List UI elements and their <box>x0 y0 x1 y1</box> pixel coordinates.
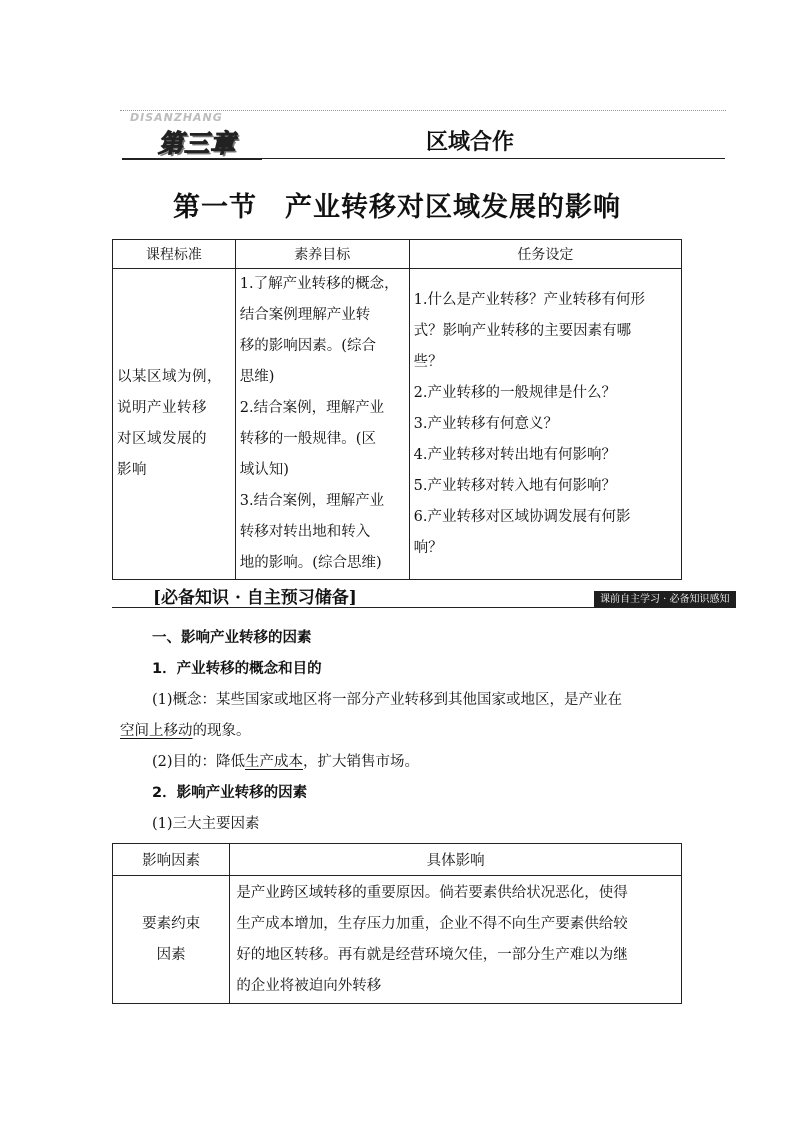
factor-cell <box>113 876 230 1004</box>
literacy-line: 域认知) <box>239 462 289 478</box>
factor-line: 因素 <box>156 946 186 963</box>
purpose-blank: 生产成本 <box>245 754 304 770</box>
factors-header-factor: 影响因素 <box>113 844 230 876</box>
preview-banner: [必备知识 · 自主预习储备] <box>153 588 357 608</box>
literacy-line: 思维) <box>239 369 275 385</box>
section-title: 第一节 产业转移对区域发展的影响 <box>173 192 621 223</box>
concept-paragraph <box>152 688 622 709</box>
goals-table-header-row <box>113 240 682 269</box>
factor-line: 要素约束 <box>142 915 201 932</box>
chapter-label: 第三章 <box>158 129 237 158</box>
preview-rule <box>112 607 602 608</box>
task-line: 6.产业转移对区域协调发展有何影 <box>413 508 631 525</box>
goals-table <box>112 239 682 580</box>
standard-cell <box>113 269 236 580</box>
goals-header-literacy: 素养目标 <box>235 240 409 269</box>
chapter-rule <box>262 158 725 159</box>
literacy-line: 移的影响因素。(综合 <box>239 338 376 354</box>
literacy-line: 转移的一般规律。(区 <box>239 431 376 447</box>
chapter-rule-thick <box>122 158 262 160</box>
effect-cell <box>230 876 682 1004</box>
standard-line: 以某区域为例， <box>117 369 222 385</box>
purpose-tail: ，扩大销售市场。 <box>303 754 420 770</box>
standard-line: 影响 <box>117 462 147 478</box>
literacy-line: 2.结合案例，理解产业 <box>239 400 385 416</box>
heading-concept-purpose: 1．产业转移的概念和目的 <box>152 661 322 677</box>
task-line: 3.产业转移有何意义？ <box>413 415 558 432</box>
concept-label: (1)概念： <box>152 692 217 708</box>
concept-tail: 的现象。 <box>192 723 251 739</box>
concept-text: 某些国家或地区将一部分产业转移到其他国家或地区，是产业在 <box>216 692 623 708</box>
goals-table-row <box>113 269 682 580</box>
effect-line: 好的地区转移。再有就是经营环境欠佳，一部分生产难以为继 <box>236 946 628 963</box>
heading-factors: 一、影响产业转移的因素 <box>152 630 312 646</box>
task-line: 5.产业转移对转入地有何影响？ <box>413 477 616 494</box>
literacy-line: 地的影响。(综合思维) <box>239 555 382 571</box>
literacy-line: 转移对转出地和转入 <box>239 524 371 540</box>
concept-paragraph-cont <box>120 719 251 740</box>
literacy-line: 3.结合案例，理解产业 <box>239 493 385 509</box>
task-line: 式？影响产业转移的主要因素有哪 <box>413 322 632 339</box>
effect-line: 是产业跨区域转移的重要原因。倘若要素供给状况恶化，使得 <box>236 884 628 901</box>
standard-line: 对区域发展的 <box>117 431 207 447</box>
task-line: 4.产业转移对转出地有何影响？ <box>413 446 616 463</box>
task-line: 1.什么是产业转移？产业转移有何形 <box>413 291 645 308</box>
effect-line: 生产成本增加，生存压力加重，企业不得不向生产要素供给较 <box>236 915 628 932</box>
literacy-line: 1.了解产业转移的概念， <box>239 276 399 292</box>
purpose-paragraph <box>152 750 419 771</box>
effect-line: 的企业将被迫向外转移 <box>236 977 382 994</box>
literacy-line: 结合案例理解产业转 <box>239 307 371 323</box>
goals-header-tasks: 任务设定 <box>409 240 681 269</box>
heading-factors-detail: 2．影响产业转移的因素 <box>152 785 308 801</box>
factors-table <box>112 843 682 1004</box>
task-line: 2.产业转移的一般规律是什么？ <box>413 384 616 401</box>
literacy-cell <box>235 269 409 580</box>
factors-table-header-row <box>113 844 682 876</box>
preview-tag: 课前自主学习 · 必备知识感知 <box>594 591 736 608</box>
goals-header-standard: 课程标准 <box>113 240 236 269</box>
subheading-main-factors: (1)三大主要因素 <box>152 816 260 832</box>
task-line: 些？ <box>413 353 443 370</box>
factors-header-effect: 具体影响 <box>230 844 682 876</box>
task-line: 响？ <box>413 539 443 556</box>
purpose-label: (2)目的：降低 <box>152 754 246 770</box>
chapter-title: 区域合作 <box>426 129 515 155</box>
tasks-cell <box>409 269 681 580</box>
standard-line: 说明产业转移 <box>117 400 207 416</box>
chapter-pinyin: DISANZHANG <box>130 111 223 124</box>
concept-blank: 空间上移动 <box>120 723 193 739</box>
factors-table-row <box>113 876 682 1004</box>
